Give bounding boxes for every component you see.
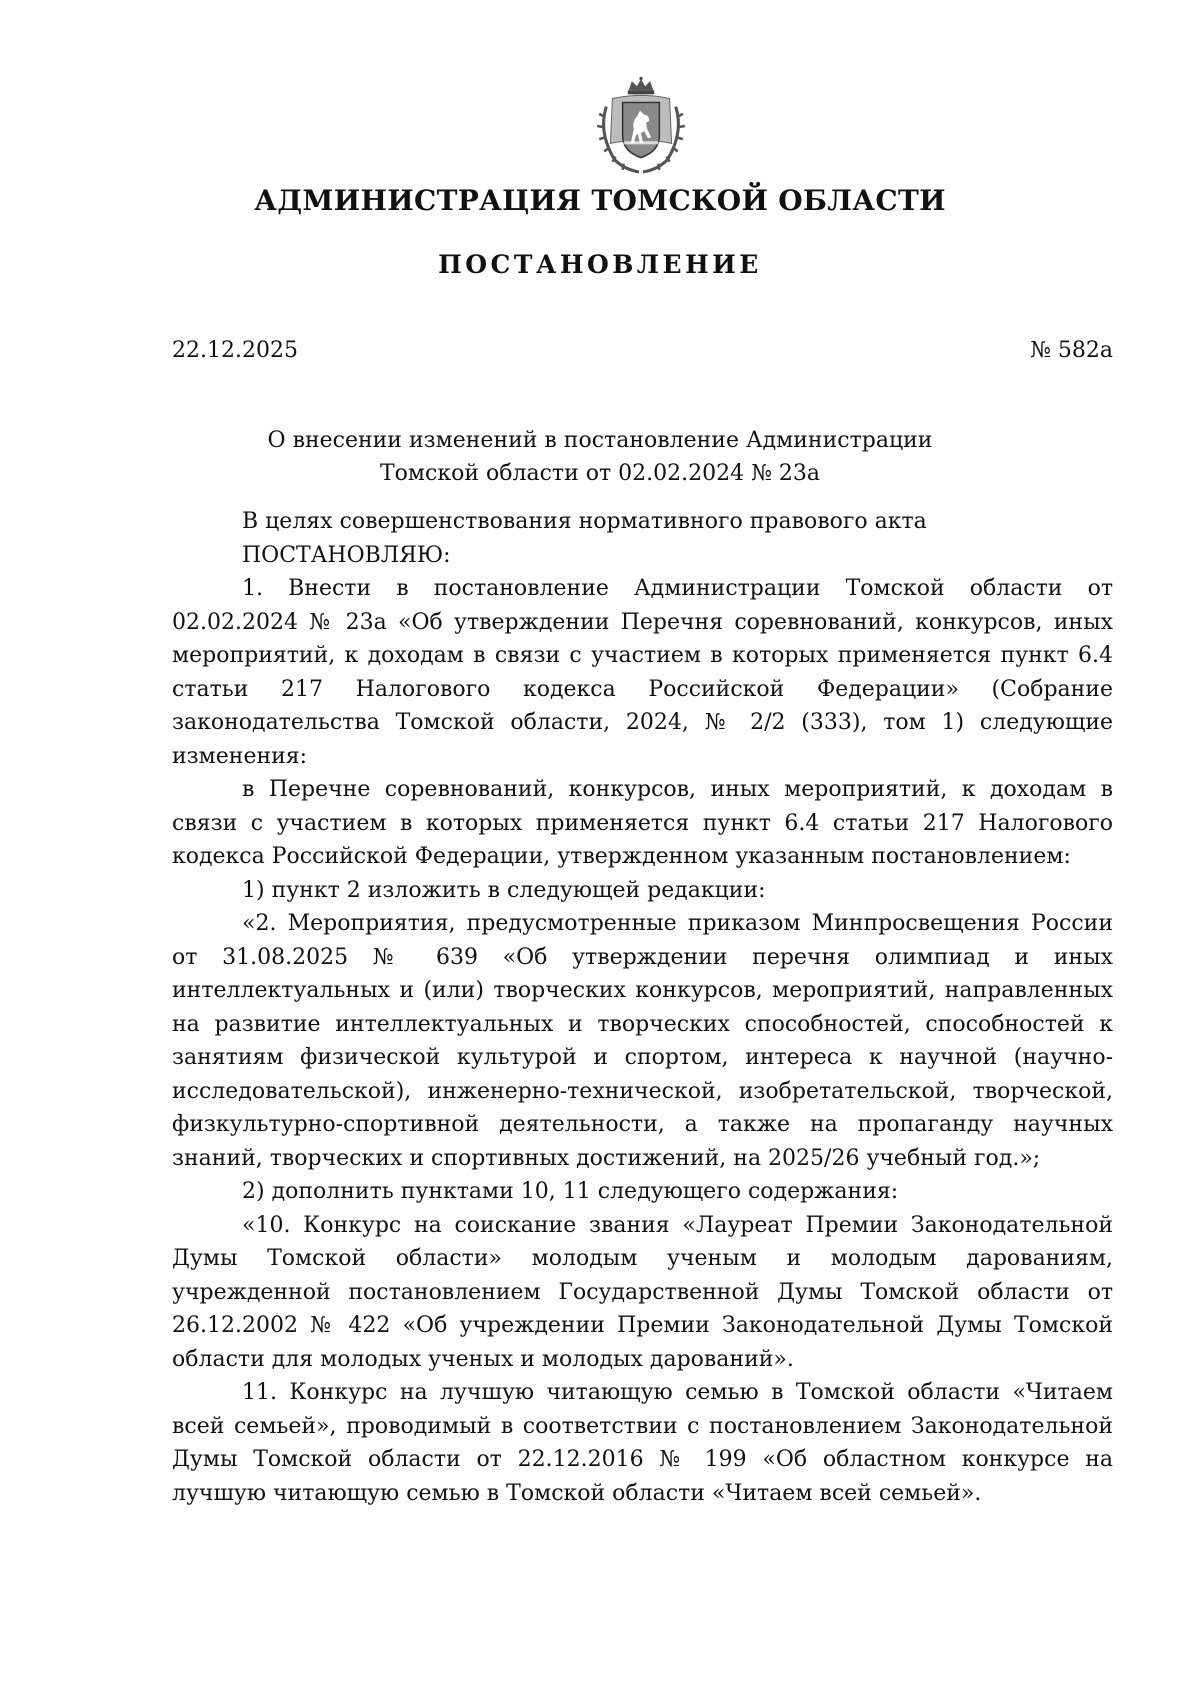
organization-title: АДМИНИСТРАЦИЯ ТОМСКОЙ ОБЛАСТИ <box>254 184 946 217</box>
clause-2-paragraph: «2. Мероприятия, предусмотренные приказом Минпросвещения России от 31.08.2025 № 639 «Об утверждении перечня олимпиад и иных интеллектуальных и (или) творческих конкурсов, мероприятий, направленных на развитие интеллектуальных и творческих способностей, способностей к занятиям физической культурой и спортом, интереса к научной (научно-исследовательской), инженерно-технической, изобретательской, творческой, физкультурно-спортивной деятельности, а также на пропаганду научных знаний, творческих и спортивных достижений, на 2025/26 учебный год.»; <box>172 911 1113 1171</box>
document-date: 22.12.2025 <box>172 338 298 363</box>
clause-11-paragraph: 11. Конкурс на лучшую читающую семью в Томской области «Читаем всей семьей», проводимый в соответствии с постановлением Законодательной Думы Томской области от 22.12.2016 № 199 «Об областном конкурсе на лучшую читающую семью в Томской области «Читаем всей семьей». <box>172 1380 1113 1506</box>
list-intro-paragraph: в Перечне соревнований, конкурсов, иных мероприятий, к доходам в связи с участием в которых применяется пункт 6.4 статьи 217 Налогового кодекса Российской Федерации, утвержденном указанным постановлением: <box>172 777 1113 869</box>
subitem-1-paragraph: 1) пункт 2 изложить в следующей редакции: <box>242 877 766 903</box>
clause-10-paragraph: «10. Конкурс на соискание звания «Лауреат Премии Законодательной Думы Томской области» молодым ученым и молодым дарованиям, учрежденной постановлением Государственной Думы Томской области от 26.12.2002 № 422 «Об учреждении Премии Законодательной Думы Томской области для молодых ученых и молодых дарований». <box>172 1212 1113 1372</box>
subitem-2-paragraph: 2) дополнить пунктами 10, 11 следующего содержания: <box>242 1179 899 1204</box>
subject-line-1: О внесении изменений в постановление Администрации <box>267 428 933 453</box>
document-body <box>172 505 1113 1510</box>
subject-line-2: Томской области от 02.02.2024 № 23а <box>379 461 821 486</box>
document-subject <box>0 424 1200 490</box>
resolve-heading: ПОСТАНОВЛЯЮ: <box>242 542 451 568</box>
document-number: № 582а <box>1030 338 1113 363</box>
item-1-paragraph: 1. Внести в постановление Администрации Томской области от 02.02.2024 № 23а «Об утверждении Перечня соревнований, конкурсов, иных мероприятий, к доходам в связи с участием в которых применяется пункт 6.4 статьи 217 Налогового кодекса Российской Федерации» (Собрание законодательства Томской области, 2024, № 2/2 (333), том 1) следующие изменения: <box>172 576 1113 769</box>
document-type: ПОСТАНОВЛЕНИЕ <box>438 250 762 279</box>
preamble-paragraph: В целях совершенствования нормативного правового акта <box>242 509 927 534</box>
tomsk-coat-of-arms-icon <box>590 76 692 178</box>
